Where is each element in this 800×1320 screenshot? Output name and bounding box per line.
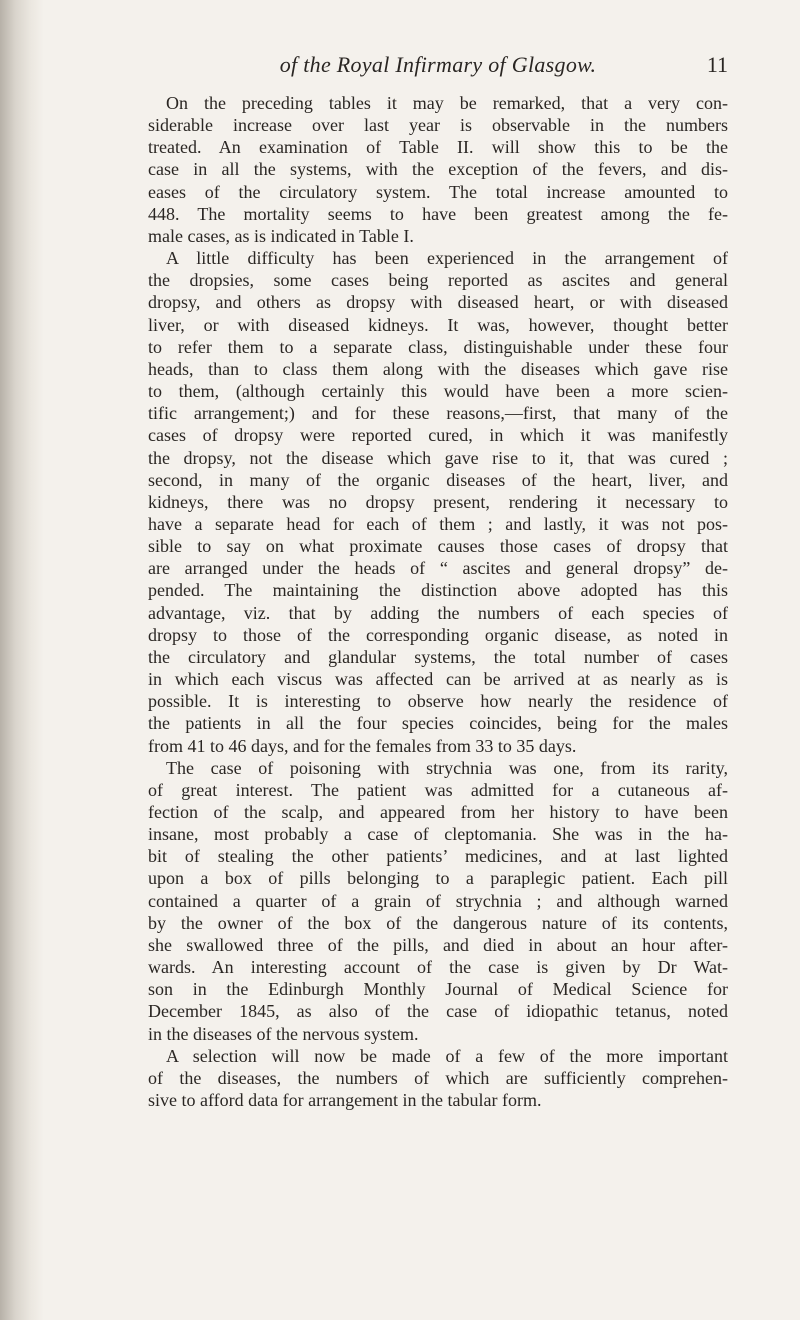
text-line: the circulatory and glandular systems, the total number of cases [148, 646, 728, 667]
text-line: 448. The mortality seems to have been greatest among the fe- [148, 203, 728, 224]
text-line: kidneys, there was no dropsy present, rendering it necessary to [148, 491, 728, 512]
text-line: eases of the circulatory system. The total increase amounted to [148, 181, 728, 202]
text-line: insane, most probably a case of cleptomania. She was in the ha- [148, 824, 728, 845]
text-line: of the diseases, the numbers of which are sufficiently comprehen- [148, 1067, 728, 1088]
text-line: second, in many of the organic diseases of the heart, liver, and [148, 469, 728, 490]
text-line: bit of stealing the other patients’ medicines, and at last lighted [148, 846, 728, 867]
text-line: sible to say on what proximate causes those cases of dropsy that [148, 536, 728, 557]
text-line: are arranged under the heads of “ ascites and general dropsy” de- [148, 558, 728, 579]
text-line: son in the Edinburgh Monthly Journal of Medical Science for [148, 979, 728, 1000]
text-line: have a separate head for each of them ; and lastly, it was not pos- [148, 513, 728, 534]
text-line: from 41 to 46 days, and for the females from 33 to 35 days. [148, 735, 577, 756]
text-line: liver, or with diseased kidneys. It was, however, thought better [148, 314, 728, 335]
text-line: the dropsies, some cases being reported as ascites and general [148, 270, 728, 291]
text-line: contained a quarter of a grain of strychnia ; and although warned [148, 890, 728, 911]
text-line: dropsy to those of the corresponding organic disease, as noted in [148, 624, 728, 645]
text-line: On the preceding tables it may be remarked, that a very con- [166, 93, 728, 113]
text-line: in which each viscus was affected can be arrived at as nearly as is [148, 669, 728, 690]
text-line: of great interest. The patient was admitted for a cutaneous af- [148, 779, 728, 800]
text-line: the dropsy, not the disease which gave rise to it, that was cured ; [148, 447, 728, 468]
running-head [148, 52, 728, 92]
text-line: to refer them to a separate class, distinguishable under these four [148, 336, 728, 357]
text-line: siderable increase over last year is observable in the numbers [148, 115, 728, 136]
text-line: to them, (although certainly this would have been a more scien- [148, 381, 728, 402]
text-line: dropsy, and others as dropsy with diseased heart, or with diseased [148, 292, 728, 313]
text-line: fection of the scalp, and appeared from her history to have been [148, 802, 728, 822]
body-text [148, 92, 728, 1111]
text-line: by the owner of the box of the dangerous nature of its contents, [148, 912, 728, 933]
text-line: tific arrangement;) and for these reasons,—first, that many of the [148, 403, 728, 424]
text-line: cases of dropsy were reported cured, in which it was manifestly [148, 425, 728, 446]
page-number: 11 [706, 52, 728, 77]
text-line: she swallowed three of the pills, and died in about an hour after- [148, 934, 728, 955]
text-line: A selection will now be made of a few of the more important [166, 1045, 728, 1066]
text-line: heads, than to class them along with the diseases which gave rise [148, 358, 728, 379]
text-line: The case of poisoning with strychnia was one, from its rarity, [166, 757, 728, 778]
book-page [148, 52, 728, 1111]
text-line: December 1845, as also of the case of idiopathic tetanus, noted [148, 1001, 728, 1022]
running-title: of the Royal Infirmary of Glasgow. [279, 52, 597, 77]
page-binding-shadow [0, 0, 44, 1320]
text-line: in the diseases of the nervous system. [148, 1023, 419, 1044]
text-line: advantage, viz. that by adding the numbers of each species of [148, 602, 728, 623]
text-line: possible. It is interesting to observe how nearly the residence of [148, 691, 728, 712]
text-line: sive to afford data for arrangement in the tabular form. [148, 1090, 542, 1111]
text-line: upon a box of pills belonging to a paraplegic patient. Each pill [148, 868, 728, 889]
text-line: A little difficulty has been experienced in the arrangement of [166, 248, 728, 269]
text-line: case in all the systems, with the exception of the fevers, and dis- [148, 159, 728, 180]
text-line: the patients in all the four species coincides, being for the males [148, 713, 728, 734]
text-line: pended. The maintaining the distinction above adopted has this [148, 580, 728, 601]
text-line: treated. An examination of Table II. will show this to be the [148, 137, 728, 158]
text-line: wards. An interesting account of the case is given by Dr Wat- [148, 957, 728, 978]
text-line: male cases, as is indicated in Table I. [148, 225, 414, 246]
